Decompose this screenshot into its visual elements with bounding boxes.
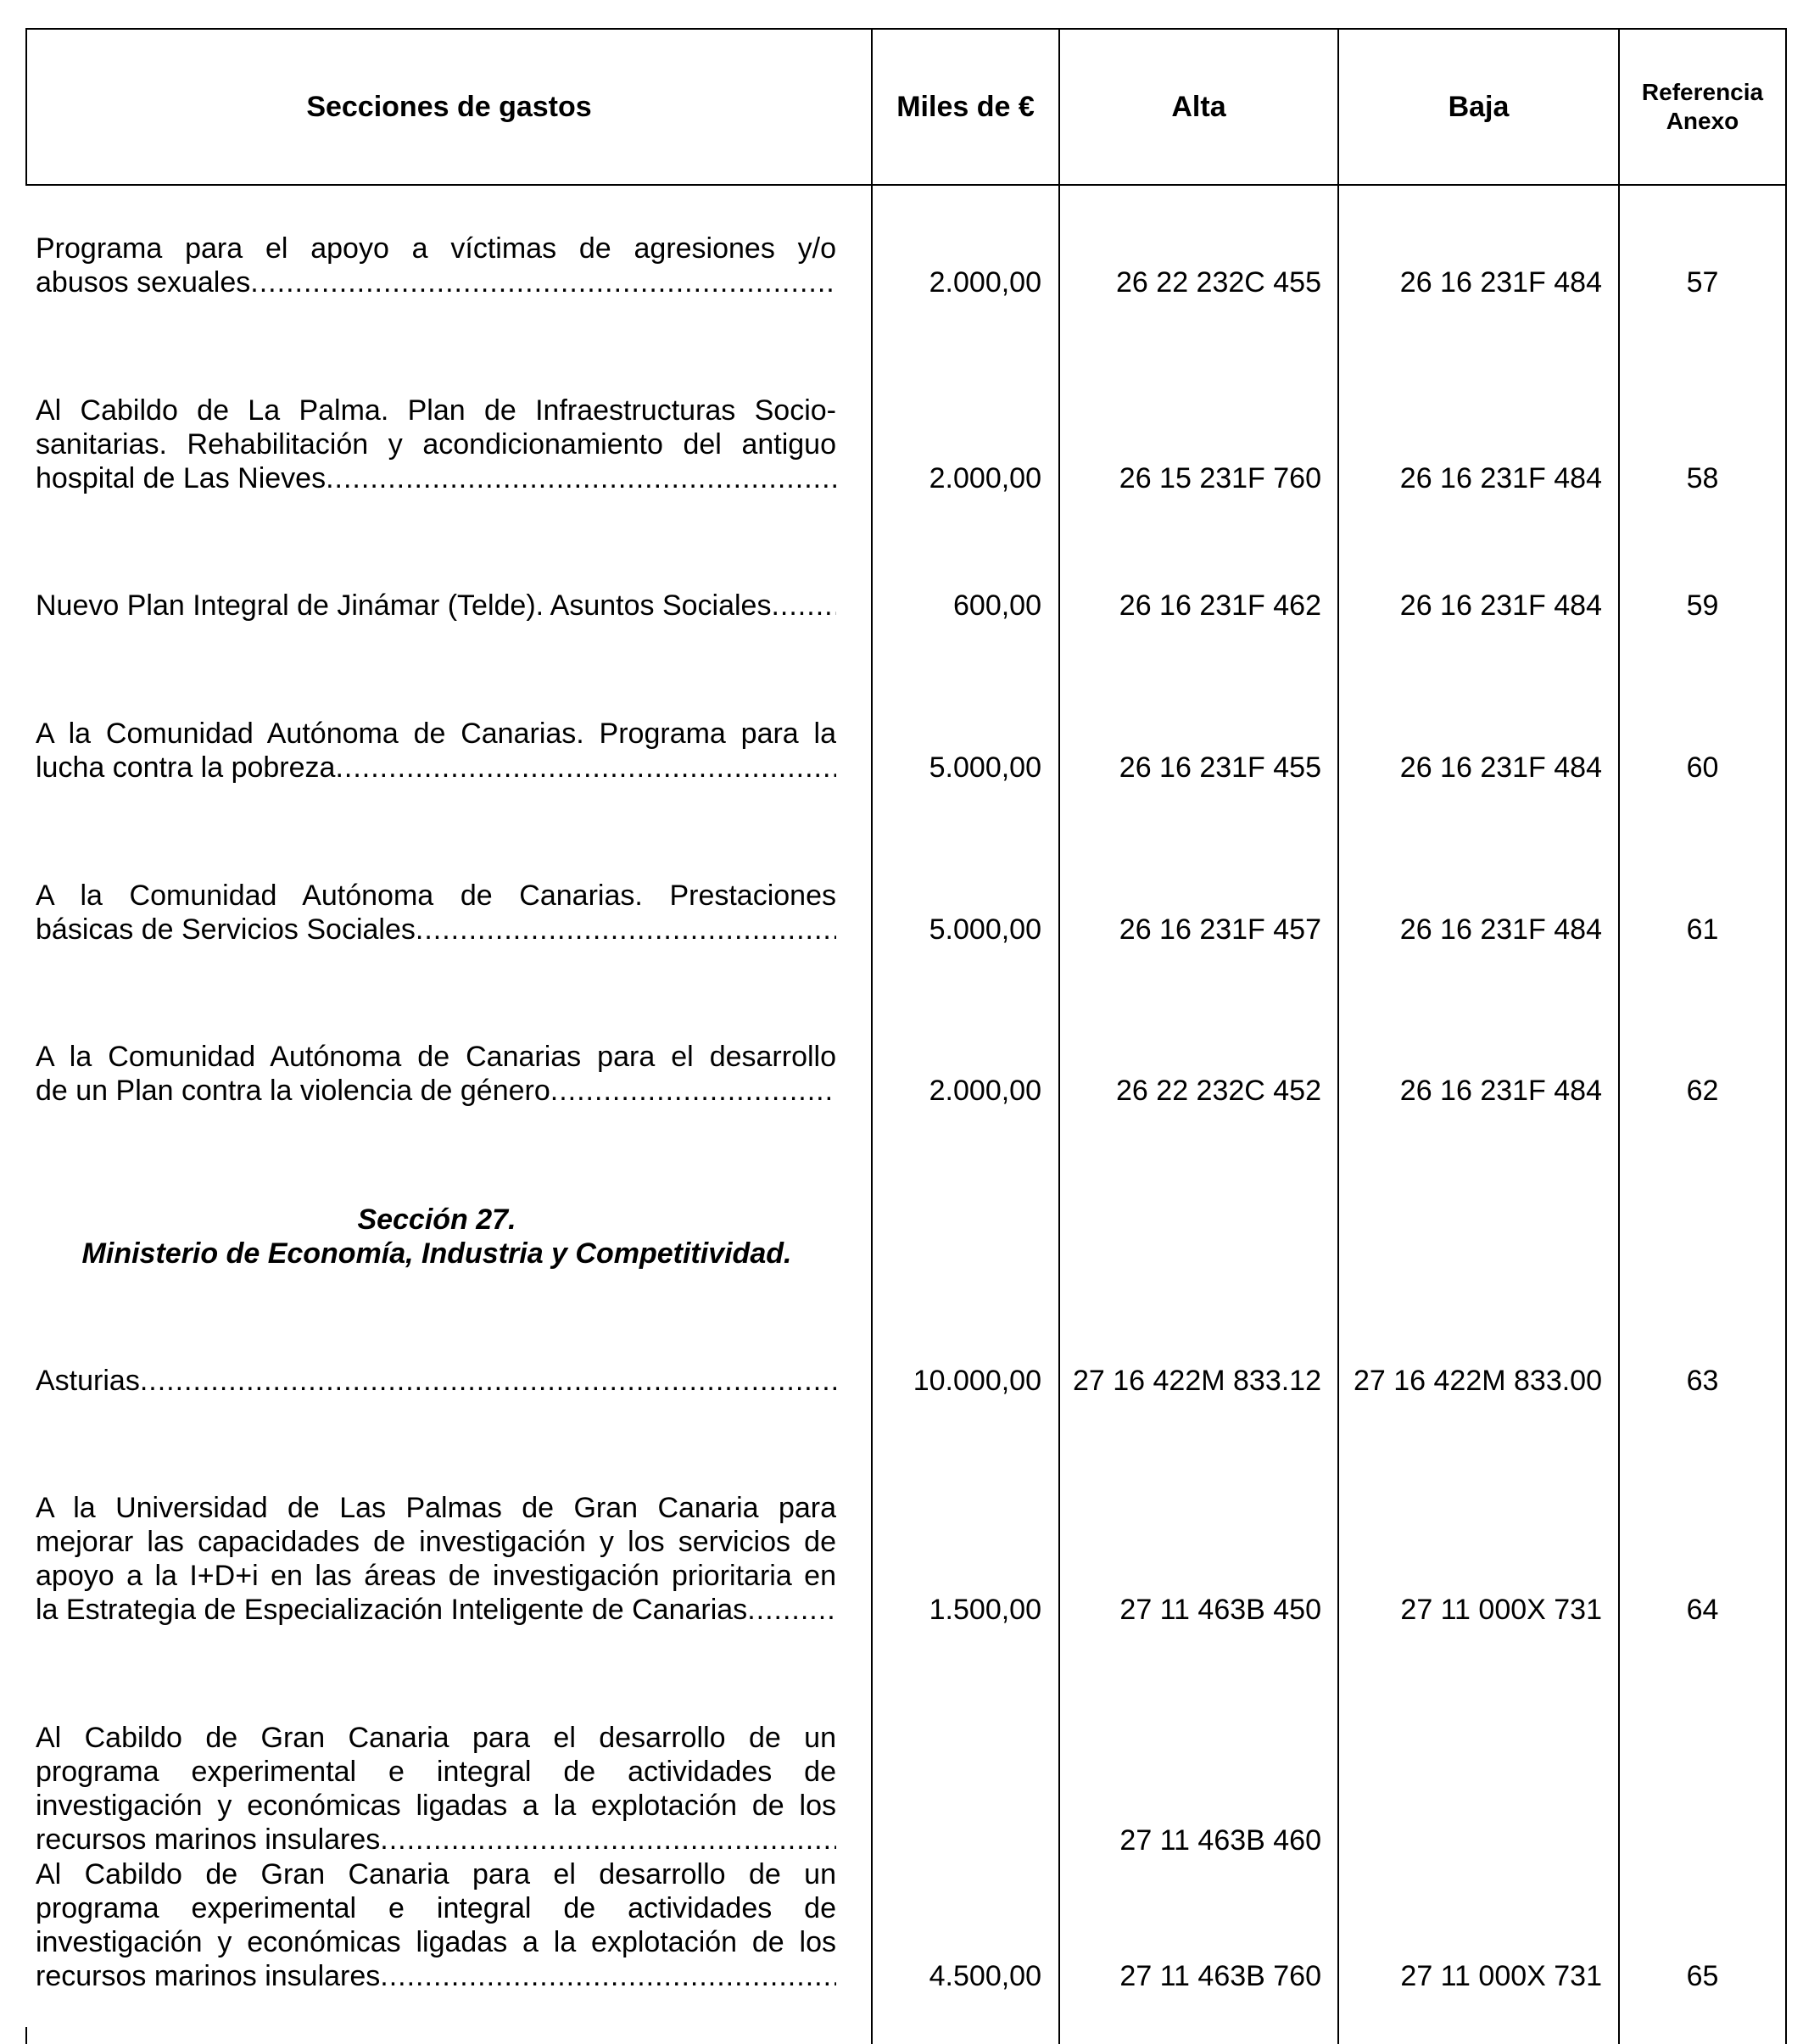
table-right-border xyxy=(1785,28,1787,2044)
row-62-baja: 26 16 231F 484 xyxy=(1399,1075,1602,1107)
row-61-line-1: A la Comunidad Autónoma de Canarias. Prestaciones xyxy=(36,880,836,912)
column-divider-4 xyxy=(1618,28,1620,2044)
row-60-description xyxy=(36,717,836,785)
row-58-line-3: hospital de Las Nieves ..... xyxy=(36,461,836,495)
row-63-description xyxy=(36,1364,836,1398)
row-64-line-2: mejorar las capacidades de investigación y los servicios de xyxy=(36,1526,836,1558)
column-divider-1 xyxy=(871,28,873,2044)
row-64-baja: 27 11 000X 731 xyxy=(1400,1594,1602,1626)
row-63-miles: 10.000,00 xyxy=(913,1365,1041,1397)
column-divider-3 xyxy=(1337,28,1339,2044)
row-57-miles: 2.000,00 xyxy=(929,266,1041,299)
row-61-ref: 61 xyxy=(1686,913,1719,946)
row-60-alta: 26 16 231F 455 xyxy=(1119,751,1321,784)
column-divider-2 xyxy=(1058,28,1060,2044)
row-60-ref: 60 xyxy=(1686,751,1719,784)
row-61-description xyxy=(36,879,836,947)
row-65-baja: 27 11 000X 731 xyxy=(1400,1960,1602,1992)
row-61-line-2: básicas de Servicios Sociales ..... xyxy=(36,913,836,947)
header-bottom-border xyxy=(25,184,1787,186)
row-59-line-1: Nuevo Plan Integral de Jinámar (Telde). Asuntos Sociales ..... xyxy=(36,589,836,623)
row-64-line-1: A la Universidad de Las Palmas de Gran Canaria para xyxy=(36,1492,836,1524)
section-27-title: Sección 27. xyxy=(357,1204,516,1236)
row-59-description xyxy=(36,589,836,623)
header-referencia-anexo xyxy=(1620,30,1785,184)
row-65b-line-2: programa experimental e integral de actividades de xyxy=(36,1892,836,1924)
row-58-alta: 26 15 231F 760 xyxy=(1119,462,1321,494)
row-64-ref: 64 xyxy=(1686,1594,1719,1626)
row-58-baja: 26 16 231F 484 xyxy=(1399,462,1602,494)
row-60-miles: 5.000,00 xyxy=(929,751,1041,784)
row-65b-line-3: investigación y económicas ligadas a la explotación de los xyxy=(36,1926,836,1958)
row-64-description xyxy=(36,1491,836,1627)
row-61-alta: 26 16 231F 457 xyxy=(1119,913,1321,946)
row-65a-line-2: programa experimental e integral de actividades de xyxy=(36,1756,836,1788)
row-57-description xyxy=(36,232,836,299)
row-63-line-1: Asturias ..... xyxy=(36,1364,836,1398)
row-65-miles: 4.500,00 xyxy=(929,1960,1041,1992)
row-65a-alta: 27 11 463B 460 xyxy=(1119,1824,1321,1857)
row-63-ref: 63 xyxy=(1686,1365,1719,1397)
row-65b-alta: 27 11 463B 760 xyxy=(1119,1960,1321,1992)
row-57-line-2: abusos sexuales ..... xyxy=(36,265,836,299)
row-60-baja: 26 16 231F 484 xyxy=(1399,751,1602,784)
row-58-ref: 58 xyxy=(1686,462,1719,494)
header-baja xyxy=(1339,30,1618,184)
row-58-description xyxy=(36,394,836,495)
row-58-miles: 2.000,00 xyxy=(929,462,1041,494)
row-64-line-3: apoyo a la I+D+i en las áreas de investigación prioritaria en xyxy=(36,1560,836,1592)
header-alta xyxy=(1060,30,1337,184)
row-61-baja: 26 16 231F 484 xyxy=(1399,913,1602,946)
row-65a-line-4: recursos marinos insulares ..... xyxy=(36,1823,836,1857)
row-57-baja: 26 16 231F 484 xyxy=(1399,266,1602,299)
row-62-line-2: de un Plan contra la violencia de género ..... xyxy=(36,1074,836,1108)
row-57-line-1: Programa para el apoyo a víctimas de agresiones y/o xyxy=(36,232,836,265)
row-65b-line-4: recursos marinos insulares ..... xyxy=(36,1959,836,1993)
row-64-miles: 1.500,00 xyxy=(929,1594,1041,1626)
row-63-baja: 27 16 422M 833.00 xyxy=(1353,1365,1602,1397)
row-58-line-1: Al Cabildo de La Palma. Plan de Infraestructuras Socio- xyxy=(36,394,836,427)
section-27-subtitle: Ministerio de Economía, Industria y Competitividad. xyxy=(81,1237,792,1270)
row-65b-line-1: Al Cabildo de Gran Canaria para el desarrollo de un xyxy=(36,1858,836,1890)
row-62-line-1: A la Comunidad Autónoma de Canarias para el desarrollo xyxy=(36,1041,836,1073)
row-60-line-1: A la Comunidad Autónoma de Canarias. Programa para la xyxy=(36,718,836,750)
row-58-line-2: sanitarias. Rehabilitación y acondicionamiento del antiguo xyxy=(36,428,836,461)
row-62-alta: 26 22 232C 452 xyxy=(1116,1075,1321,1107)
header-baja-label: Baja xyxy=(1448,91,1510,123)
row-63-alta: 27 16 422M 833.12 xyxy=(1072,1365,1321,1397)
row-57-ref: 57 xyxy=(1686,266,1719,299)
row-59-alta: 26 16 231F 462 xyxy=(1119,589,1321,622)
table-left-border-lower xyxy=(25,2027,27,2044)
row-59-baja: 26 16 231F 484 xyxy=(1399,589,1602,622)
header-miles-label: Miles de € xyxy=(896,91,1035,123)
row-64-line-4: la Estrategia de Especialización Inteligente de Canarias ..... xyxy=(36,1593,836,1627)
row-62-description xyxy=(36,1040,836,1108)
row-65a-line-3: investigación y económicas ligadas a la explotación de los xyxy=(36,1790,836,1822)
row-65a-description xyxy=(36,1721,836,1857)
row-64-alta: 27 11 463B 450 xyxy=(1119,1594,1321,1626)
row-65a-line-1: Al Cabildo de Gran Canaria para el desarrollo de un xyxy=(36,1722,836,1754)
header-secciones-label: Secciones de gastos xyxy=(306,91,592,123)
row-62-miles: 2.000,00 xyxy=(929,1075,1041,1107)
row-59-ref: 59 xyxy=(1686,589,1719,622)
row-65-ref: 65 xyxy=(1686,1960,1719,1992)
header-anexo-label: Anexo xyxy=(1666,108,1739,134)
header-referencia-label: Referencia xyxy=(1641,79,1764,105)
row-62-ref: 62 xyxy=(1686,1075,1719,1107)
row-57-alta: 26 22 232C 455 xyxy=(1116,266,1321,299)
row-59-miles: 600,00 xyxy=(953,589,1041,622)
row-61-miles: 5.000,00 xyxy=(929,913,1041,946)
header-alta-label: Alta xyxy=(1171,91,1226,123)
row-60-line-2: lucha contra la pobreza ..... xyxy=(36,751,836,785)
header-secciones-de-gastos xyxy=(27,30,871,184)
row-65b-description xyxy=(36,1857,836,1993)
header-miles-de-euro xyxy=(873,30,1058,184)
